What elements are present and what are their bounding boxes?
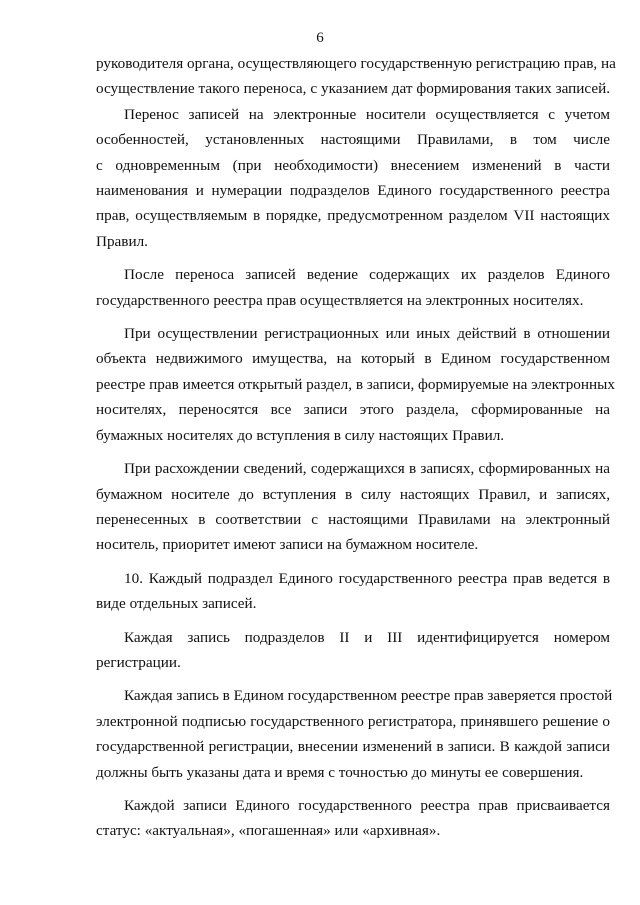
text-line: государственной регистрации, внесении изменений в записи. В каждой записи bbox=[96, 738, 610, 756]
text-line: прав, осуществляемым в порядке, предусмотренном разделом VII настоящих bbox=[96, 207, 610, 225]
text-line: Каждая запись в Едином государственном реестре прав заверяется простой bbox=[124, 687, 613, 705]
text-line: виде отдельных записей. bbox=[96, 595, 257, 613]
text-line: руководителя органа, осуществляющего государственную регистрацию прав, на bbox=[96, 55, 616, 72]
paragraph-continuation bbox=[96, 51, 616, 254]
text-line: Правил. bbox=[96, 232, 148, 250]
text-line: Каждой записи Единого государственного реестра прав присваивается bbox=[124, 796, 610, 814]
paragraph-record-id bbox=[96, 625, 610, 676]
paragraph-after-transfer bbox=[96, 262, 610, 313]
text-line: с одновременным (при необходимости) внесением изменений в части bbox=[96, 156, 610, 174]
paragraph-status bbox=[96, 793, 610, 844]
text-line: объекта недвижимого имущества, на который в Едином государственном bbox=[96, 350, 610, 368]
text-line: При осуществлении регистрационных или иных действий в отношении bbox=[124, 325, 610, 343]
text-line: должны быть указаны дата и время с точностью до минуты ее совершения. bbox=[96, 763, 584, 781]
text-line: электронной подписью государственного регистратора, принявшего решение о bbox=[96, 712, 610, 730]
text-line: особенностей, установленных настоящими Правилами, в том числе bbox=[96, 131, 610, 149]
text-line: носителях, переносятся все записи этого раздела, сформированные на bbox=[96, 401, 610, 419]
text-line: бумажных носителях до вступления в силу настоящих Правил. bbox=[96, 426, 505, 444]
paragraph-discrepancy bbox=[96, 456, 610, 558]
text-line: реестре прав имеется открытый раздел, в записи, формируемые на электронных bbox=[96, 375, 615, 393]
text-line: государственного реестра прав осуществляется на электронных носителях. bbox=[96, 291, 584, 309]
text-line: Перенос записей на электронные носители осуществляется с учетом bbox=[124, 105, 610, 123]
text-line: регистрации. bbox=[96, 653, 181, 671]
document-body bbox=[96, 51, 616, 844]
page-number: 6 bbox=[316, 30, 324, 46]
text-line: 10. Каждый подраздел Единого государственного реестра прав ведется в bbox=[124, 569, 610, 587]
paragraph-registration-actions bbox=[96, 321, 615, 448]
text-line: После переноса записей ведение содержащих их разделов Единого bbox=[124, 266, 610, 284]
paragraph-signature bbox=[96, 683, 613, 785]
text-line: перенесенных в соответствии с настоящими Правилами на электронный bbox=[96, 510, 610, 528]
text-line: При расхождении сведений, содержащихся в записях, сформированных на bbox=[124, 460, 610, 478]
text-line: наименования и нумерации подразделов Единого государственного реестра bbox=[96, 182, 610, 200]
text-line: бумажном носителе до вступления в силу настоящих Правил, и записях, bbox=[96, 485, 610, 503]
text-line: статус: «актуальная», «погашенная» или «архивная». bbox=[96, 822, 441, 840]
text-line: носитель, приоритет имеют записи на бумажном носителе. bbox=[96, 536, 479, 554]
text-line: Каждая запись подразделов II и III идентифицируется номером bbox=[124, 628, 610, 646]
paragraph-item-10 bbox=[96, 566, 610, 617]
text-line: осуществление такого переноса, с указанием дат формирования таких записей. bbox=[96, 80, 610, 98]
